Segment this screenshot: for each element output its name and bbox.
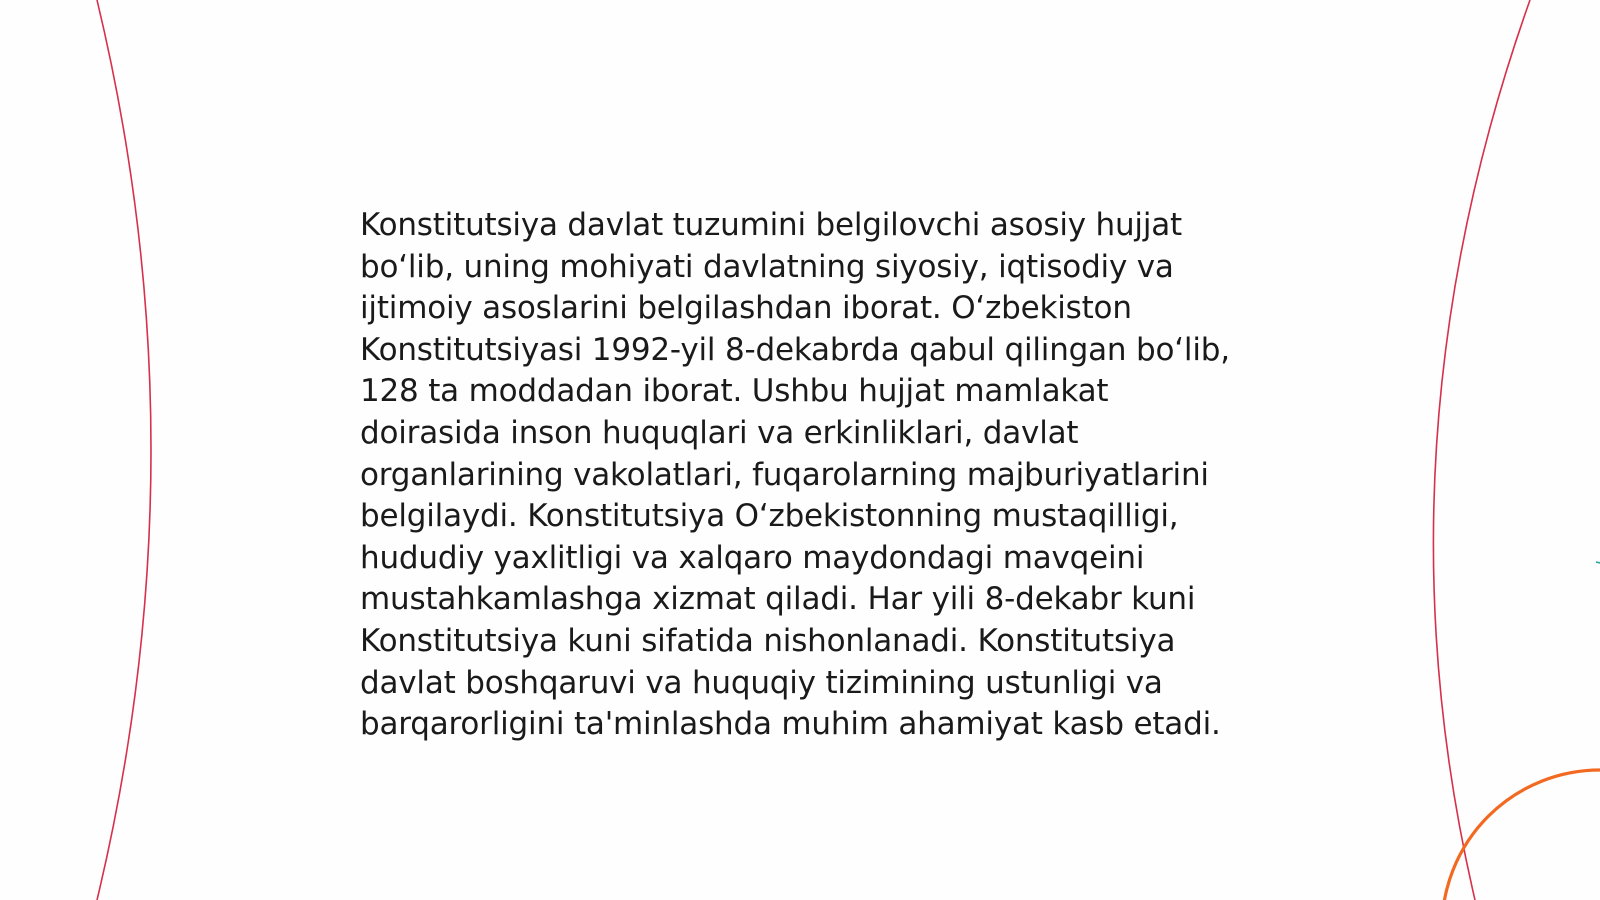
orange-circle: [1442, 770, 1600, 900]
teal-accent: [1596, 562, 1600, 563]
right-curve: [1433, 0, 1530, 900]
slide-body-text: Konstitutsiya davlat tuzumini belgilovchi asosiy hujjat bo‘lib, uning mohiyati davlatning siyosiy, iqtisodiy va ijtimoiy asoslarini belgilashdan iborat. O‘zbekiston Konstitutsiyasi 1992-yil 8-dekabrda qabul qilingan bo‘lib, 128 ta moddadan iborat. Ushbu hujjat mamlakat doirasida inson huquqlari va erkinliklari, davlat organlarining vakolatlari, fuqarolarning majburiyatlarini belgilaydi. Konstitutsiya O‘zbekistonning mustaqilligi, hududiy yaxlitligi va xalqaro maydondagi mavqeini mustahkamlashga xizmat qiladi. Har yili 8-dekabr kuni Konstitutsiya kuni sifatida nishonlanadi. Konstitutsiya davlat boshqaruvi va huquqiy tizimining ustunligi va barqarorligini ta'minlashda muhim ahamiyat kasb etadi.: [360, 207, 1230, 743]
left-curve: [97, 0, 151, 900]
